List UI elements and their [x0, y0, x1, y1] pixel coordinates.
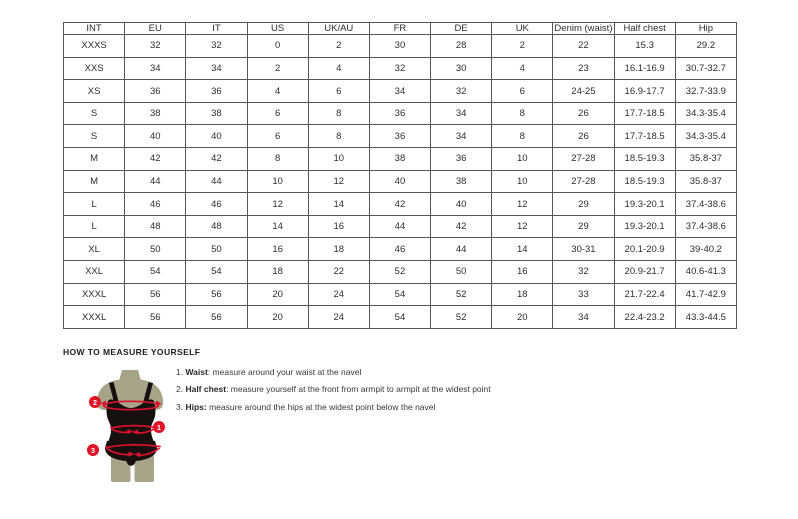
- size-chart-cell: 12: [492, 193, 553, 216]
- size-chart-cell: 29: [553, 193, 614, 216]
- size-chart-cell: 24: [308, 283, 369, 306]
- size-chart-cell: S: [64, 125, 125, 148]
- size-chart-cell: 24: [308, 306, 369, 329]
- size-chart-cell: 20.9-21.7: [614, 261, 675, 284]
- size-chart-cell: XL: [64, 238, 125, 261]
- instruction-label: Hips:: [185, 401, 207, 412]
- size-chart-cell: 36: [125, 80, 186, 103]
- size-chart-cell: 50: [431, 261, 492, 284]
- size-chart-cell: 54: [125, 261, 186, 284]
- size-chart-cell: XS: [64, 80, 125, 103]
- size-chart-cell: 40.6-41.3: [675, 261, 736, 284]
- size-chart-cell: 15.3: [614, 35, 675, 58]
- size-chart-cell: 8: [308, 102, 369, 125]
- size-chart-cell: 21.7-22.4: [614, 283, 675, 306]
- size-chart-cell: 38: [186, 102, 247, 125]
- size-chart-cell: 14: [492, 238, 553, 261]
- size-chart-cell: XXS: [64, 57, 125, 80]
- size-chart-cell: 46: [125, 193, 186, 216]
- size-chart-cell: 40: [369, 170, 430, 193]
- size-chart-cell: 34: [553, 306, 614, 329]
- size-chart-cell: XXXL: [64, 306, 125, 329]
- size-chart-cell: 54: [369, 306, 430, 329]
- size-chart-cell: 38: [125, 102, 186, 125]
- size-chart-cell: 27-28: [553, 170, 614, 193]
- size-chart-cell: 34.3-35.4: [675, 102, 736, 125]
- size-chart-cell: 16: [492, 261, 553, 284]
- size-chart-cell: 6: [247, 102, 308, 125]
- instruction-number: 3.: [176, 401, 186, 412]
- size-chart-cell: 34.3-35.4: [675, 125, 736, 148]
- size-chart-cell: 52: [431, 283, 492, 306]
- size-chart-cell: 22: [553, 35, 614, 58]
- size-chart-cell: 14: [308, 193, 369, 216]
- size-chart-cell: 36: [369, 102, 430, 125]
- size-chart-cell: 6: [492, 80, 553, 103]
- size-chart-cell: 33: [553, 283, 614, 306]
- size-chart-cell: 42: [186, 148, 247, 171]
- instruction-number: 1.: [176, 367, 186, 377]
- svg-text:3: 3: [90, 445, 96, 455]
- size-chart-table: [63, 22, 737, 329]
- size-chart-cell: 29: [553, 215, 614, 238]
- size-chart-cell: 6: [247, 125, 308, 148]
- size-chart-row: [64, 57, 737, 80]
- size-chart-cell: 24-25: [553, 80, 614, 103]
- svg-text:2: 2: [92, 397, 98, 407]
- size-chart-cell: 18.5-19.3: [614, 170, 675, 193]
- size-chart-column-header: DE: [431, 23, 492, 35]
- size-chart-cell: 42: [369, 193, 430, 216]
- size-chart-cell: 50: [186, 238, 247, 261]
- size-chart-row: [64, 215, 737, 238]
- size-chart-row: [64, 148, 737, 171]
- size-chart-cell: 56: [125, 306, 186, 329]
- size-chart-cell: 36: [431, 148, 492, 171]
- size-chart-cell: 20: [492, 306, 553, 329]
- size-chart-cell: 50: [125, 238, 186, 261]
- size-chart-cell: 16: [247, 238, 308, 261]
- size-chart-cell: 27-28: [553, 148, 614, 171]
- size-chart-row: [64, 170, 737, 193]
- size-chart-cell: 20.1-20.9: [614, 238, 675, 261]
- size-chart-cell: 0: [247, 35, 308, 58]
- size-chart-cell: 10: [492, 170, 553, 193]
- size-chart-cell: 42: [125, 148, 186, 171]
- size-chart-cell: 56: [125, 283, 186, 306]
- size-chart-cell: 40: [431, 193, 492, 216]
- size-chart-cell: 30: [431, 57, 492, 80]
- size-chart-cell: 18: [492, 283, 553, 306]
- size-chart-cell: 30-31: [553, 238, 614, 261]
- size-chart-row: [64, 193, 737, 216]
- measure-instructions-list: [176, 364, 491, 416]
- size-chart-column-header: INT: [64, 23, 125, 35]
- size-chart-cell: 8: [492, 102, 553, 125]
- size-chart-column-header: IT: [186, 23, 247, 35]
- size-chart-cell: 48: [125, 215, 186, 238]
- size-chart-cell: 12: [308, 170, 369, 193]
- size-chart-cell: 30: [369, 35, 430, 58]
- size-chart-cell: 29.2: [675, 35, 736, 58]
- size-chart-cell: XXL: [64, 261, 125, 284]
- size-chart-cell: 20: [247, 306, 308, 329]
- size-chart-cell: 36: [186, 80, 247, 103]
- size-chart-cell: 22: [308, 261, 369, 284]
- size-chart-cell: 8: [492, 125, 553, 148]
- size-chart-cell: 40: [125, 125, 186, 148]
- size-chart-row: [64, 283, 737, 306]
- size-chart-cell: 2: [492, 35, 553, 58]
- size-chart-cell: 4: [308, 57, 369, 80]
- size-chart-cell: 34: [369, 80, 430, 103]
- size-chart-cell: 4: [492, 57, 553, 80]
- instruction-label: Waist: [185, 367, 208, 377]
- size-chart-cell: 10: [492, 148, 553, 171]
- size-chart-cell: S: [64, 102, 125, 125]
- size-chart-row: [64, 306, 737, 329]
- size-chart-cell: M: [64, 148, 125, 171]
- instruction-text: measure around the hips at the widest point below the navel: [206, 401, 436, 412]
- size-chart-cell: L: [64, 193, 125, 216]
- size-chart-cell: 17.7-18.5: [614, 125, 675, 148]
- size-chart-cell: 2: [247, 57, 308, 80]
- size-chart-cell: M: [64, 170, 125, 193]
- size-chart-cell: 2: [308, 35, 369, 58]
- size-chart-cell: 12: [247, 193, 308, 216]
- size-chart-column-header: Half chest: [614, 23, 675, 35]
- size-chart-cell: L: [64, 215, 125, 238]
- size-chart-row: [64, 238, 737, 261]
- size-chart-cell: 48: [186, 215, 247, 238]
- size-chart-cell: 34: [186, 57, 247, 80]
- size-chart-cell: 23: [553, 57, 614, 80]
- size-chart-column-header: UK: [492, 23, 553, 35]
- size-chart-cell: 18.5-19.3: [614, 148, 675, 171]
- size-chart-cell: 40: [186, 125, 247, 148]
- size-chart-cell: 14: [247, 215, 308, 238]
- size-chart-row: [64, 80, 737, 103]
- size-chart-row: [64, 261, 737, 284]
- size-chart-cell: 32.7-33.9: [675, 80, 736, 103]
- size-chart-row: [64, 35, 737, 58]
- size-chart-cell: 4: [247, 80, 308, 103]
- size-chart-cell: 26: [553, 125, 614, 148]
- size-chart-cell: 35.8-37: [675, 148, 736, 171]
- size-chart-cell: 41.7-42.9: [675, 283, 736, 306]
- size-chart-cell: 34: [431, 125, 492, 148]
- size-chart-cell: 39-40.2: [675, 238, 736, 261]
- measure-section-title: HOW TO MEASURE YOURSELF: [63, 347, 201, 357]
- size-chart-cell: 32: [553, 261, 614, 284]
- size-chart-cell: 56: [186, 283, 247, 306]
- size-chart-cell: 32: [125, 35, 186, 58]
- size-chart-cell: 54: [369, 283, 430, 306]
- size-chart-cell: 34: [125, 57, 186, 80]
- size-chart-cell: 32: [186, 35, 247, 58]
- size-chart-cell: 46: [186, 193, 247, 216]
- size-chart-cell: 8: [308, 125, 369, 148]
- size-chart-cell: 38: [369, 148, 430, 171]
- size-chart-cell: 17.7-18.5: [614, 102, 675, 125]
- size-chart-cell: 10: [247, 170, 308, 193]
- size-chart-cell: 32: [431, 80, 492, 103]
- size-chart-cell: 8: [247, 148, 308, 171]
- size-chart-cell: 10: [308, 148, 369, 171]
- size-chart-row: [64, 125, 737, 148]
- instruction-text: : measure around your waist at the navel: [207, 367, 362, 377]
- size-chart-cell: 35.8-37: [675, 170, 736, 193]
- size-chart-cell: 52: [431, 306, 492, 329]
- size-chart-cell: XXXS: [64, 35, 125, 58]
- mannequin-measurement-illustration: [78, 368, 186, 493]
- size-chart-column-header: UK/AU: [308, 23, 369, 35]
- size-chart-cell: 30.7-32.7: [675, 57, 736, 80]
- size-chart-cell: 32: [369, 57, 430, 80]
- size-chart-column-header: Denim (waist): [554, 23, 613, 34]
- size-chart-column-header: FR: [369, 23, 430, 35]
- size-chart-cell: 56: [186, 306, 247, 329]
- size-chart-column-header: EU: [125, 23, 186, 35]
- size-chart-cell: 26: [553, 102, 614, 125]
- instruction-half-chest: [176, 381, 491, 398]
- instruction-label: Half chest: [185, 384, 227, 395]
- size-chart-cell: 43.3-44.5: [675, 306, 736, 329]
- size-chart-cell: 44: [431, 238, 492, 261]
- size-chart-cell: 42: [431, 215, 492, 238]
- instruction-waist: [176, 364, 491, 381]
- svg-text:1: 1: [156, 422, 162, 432]
- measurement-badge-hips: [87, 444, 99, 456]
- measurement-badge-waist: [153, 421, 165, 433]
- size-chart-cell: 28: [431, 35, 492, 58]
- size-chart-cell: 20: [247, 283, 308, 306]
- size-chart-cell: 52: [369, 261, 430, 284]
- size-chart-cell: 46: [369, 238, 430, 261]
- size-chart-cell: 6: [308, 80, 369, 103]
- size-chart-header-row: [64, 23, 737, 35]
- size-chart-column-header: US: [247, 23, 308, 35]
- size-chart-cell: 18: [308, 238, 369, 261]
- instruction-hips: [176, 399, 491, 416]
- size-chart-cell: 37.4-38.6: [675, 193, 736, 216]
- size-chart-cell: 38: [431, 170, 492, 193]
- instruction-text: : measure yourself at the front from armpit to armpit at the widest point: [226, 384, 491, 395]
- size-chart-cell: 18: [247, 261, 308, 284]
- size-chart-cell: 44: [369, 215, 430, 238]
- size-chart-cell: 22.4-23.2: [614, 306, 675, 329]
- measurement-badge-half-chest: [89, 396, 101, 408]
- size-chart-cell: 19.3-20.1: [614, 215, 675, 238]
- size-chart-cell: 36: [369, 125, 430, 148]
- size-chart-cell: 37.4-38.6: [675, 215, 736, 238]
- instruction-number: 2.: [176, 384, 186, 395]
- size-chart-row: [64, 102, 737, 125]
- size-chart-cell: 34: [431, 102, 492, 125]
- size-chart-cell: 54: [186, 261, 247, 284]
- size-chart-cell: 16.1-16.9: [614, 57, 675, 80]
- size-chart-cell: 16: [308, 215, 369, 238]
- size-chart-column-header: Hip: [675, 23, 736, 35]
- size-chart-cell: 44: [186, 170, 247, 193]
- size-chart-cell: 16.9-17.7: [614, 80, 675, 103]
- size-chart-cell: 12: [492, 215, 553, 238]
- size-chart-cell: XXXL: [64, 283, 125, 306]
- size-chart-cell: 19.3-20.1: [614, 193, 675, 216]
- size-chart-cell: 44: [125, 170, 186, 193]
